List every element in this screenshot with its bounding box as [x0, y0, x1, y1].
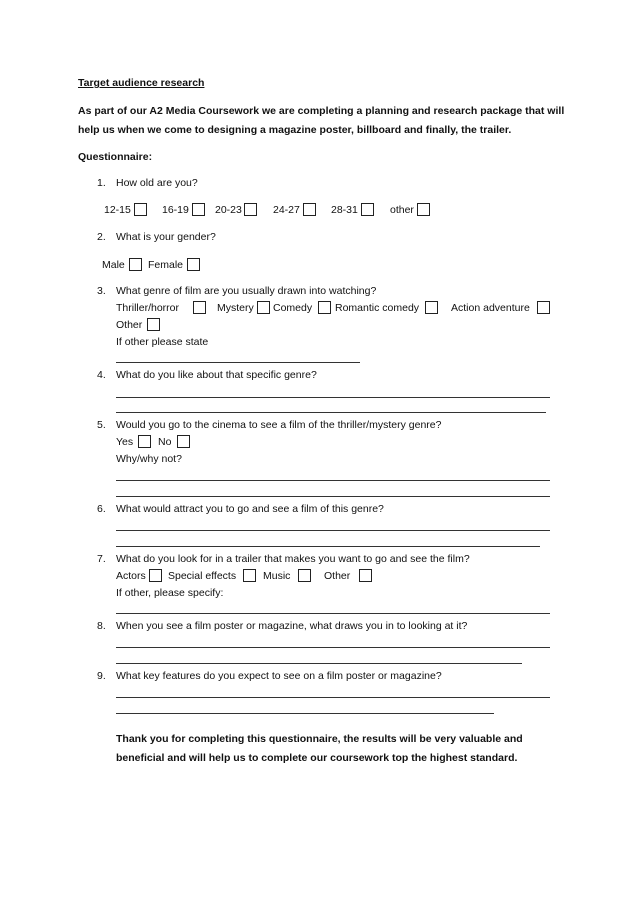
q3-checkbox-other[interactable]	[147, 318, 160, 331]
q7-checkbox-special-effects[interactable]	[243, 569, 256, 582]
q1-option-label: 20-23	[215, 204, 242, 216]
q3-checkbox-mystery[interactable]	[257, 301, 270, 314]
q7-number: 7.	[97, 553, 106, 565]
q5-number: 5.	[97, 419, 106, 431]
q1-option-label: 16-19	[162, 204, 189, 216]
q4-number: 4.	[97, 369, 106, 381]
q5-checkbox-yes[interactable]	[138, 435, 151, 448]
q1-checkbox-24-27[interactable]	[303, 203, 316, 216]
q1-checkbox-16-19[interactable]	[192, 203, 205, 216]
q1-option-label: other	[390, 204, 414, 216]
q7-checkbox-other[interactable]	[359, 569, 372, 582]
q2-option-label: Male	[102, 259, 125, 271]
q7-checkbox-music[interactable]	[298, 569, 311, 582]
q1-option-label: 12-15	[104, 204, 131, 216]
q3-option-label: Action adventure	[451, 302, 530, 314]
q5-option-label: Yes	[116, 436, 134, 448]
q7-text: What do you look for in a trailer that makes you want to go and see the film?	[116, 553, 470, 565]
q5-option-label: No	[158, 436, 172, 448]
q4-text: What do you like about that specific genre?	[116, 369, 317, 381]
q6-number: 6.	[97, 503, 106, 515]
q5-answer-line[interactable]	[116, 496, 550, 497]
q2-number: 2.	[97, 231, 106, 243]
q2-checkbox-female[interactable]	[187, 258, 200, 271]
q6-text: What would attract you to go and see a film of this genre?	[116, 503, 384, 515]
q3-option-label: Comedy	[273, 302, 313, 314]
q9-text: What key features do you expect to see on a film poster or magazine?	[116, 670, 442, 682]
intro-line-2: help us when we come to designing a magazine poster, billboard and finally, the trailer.	[78, 124, 512, 136]
q1-option-label: 24-27	[273, 204, 300, 216]
q8-text: When you see a film poster or magazine, what draws you in to looking at it?	[116, 620, 468, 632]
q5-text: Would you go to the cinema to see a film of the thriller/mystery genre?	[116, 419, 442, 431]
q6-answer-line[interactable]	[116, 546, 540, 547]
q3-checkbox-romantic-comedy[interactable]	[425, 301, 438, 314]
q1-checkbox-20-23[interactable]	[244, 203, 257, 216]
q7-option-label: Music	[263, 570, 291, 582]
q2-option-label: Female	[148, 259, 184, 271]
q7-option-label: Special effects	[168, 570, 237, 582]
q5-checkbox-no[interactable]	[177, 435, 190, 448]
q8-number: 8.	[97, 620, 106, 632]
q9-answer-line[interactable]	[116, 697, 550, 698]
q8-answer-line[interactable]	[116, 663, 522, 664]
page-title: Target audience research	[78, 77, 205, 89]
q3-option-label: Other	[116, 319, 143, 331]
q5-answer-line[interactable]	[116, 480, 550, 481]
thanks-line-1: Thank you for completing this questionnaire, the results will be very valuable and	[116, 733, 523, 745]
intro-line-1: As part of our A2 Media Coursework we are completing a planning and research package that will	[78, 105, 565, 117]
q3-option-label: Thriller/horror	[116, 302, 180, 314]
q3-option-label: Romantic comedy	[335, 302, 420, 314]
q3-checkbox-action-adventure[interactable]	[537, 301, 550, 314]
q2-checkbox-male[interactable]	[129, 258, 142, 271]
q7-other-prompt: If other, please specify:	[116, 587, 224, 599]
q3-other-prompt: If other please state	[116, 336, 209, 348]
q9-answer-line[interactable]	[116, 713, 494, 714]
q7-option-label: Actors	[116, 570, 146, 582]
q7-option-label: Other	[324, 570, 351, 582]
q1-number: 1.	[97, 177, 106, 189]
q3-option-label: Mystery	[217, 302, 254, 314]
q7-answer-line[interactable]	[116, 613, 550, 614]
q3-answer-line[interactable]	[116, 362, 360, 363]
questionnaire-label: Questionnaire:	[78, 151, 153, 163]
q9-number: 9.	[97, 670, 106, 682]
q1-checkbox-12-15[interactable]	[134, 203, 147, 216]
q5-followup: Why/why not?	[116, 453, 182, 465]
q6-answer-line[interactable]	[116, 530, 550, 531]
q3-text: What genre of film are you usually drawn into watching?	[116, 285, 377, 297]
q4-answer-line[interactable]	[116, 397, 550, 398]
q1-text: How old are you?	[116, 177, 198, 189]
q4-answer-line[interactable]	[116, 412, 546, 413]
q3-checkbox-thriller-horror[interactable]	[193, 301, 206, 314]
thanks-line-2: beneficial and will help us to complete our coursework top the highest standard.	[116, 752, 518, 764]
q1-option-label: 28-31	[331, 204, 358, 216]
q1-checkbox-other[interactable]	[417, 203, 430, 216]
q7-checkbox-actors[interactable]	[149, 569, 162, 582]
q3-number: 3.	[97, 285, 106, 297]
q3-checkbox-comedy[interactable]	[318, 301, 331, 314]
q8-answer-line[interactable]	[116, 647, 550, 648]
q2-text: What is your gender?	[116, 231, 216, 243]
q1-checkbox-28-31[interactable]	[361, 203, 374, 216]
